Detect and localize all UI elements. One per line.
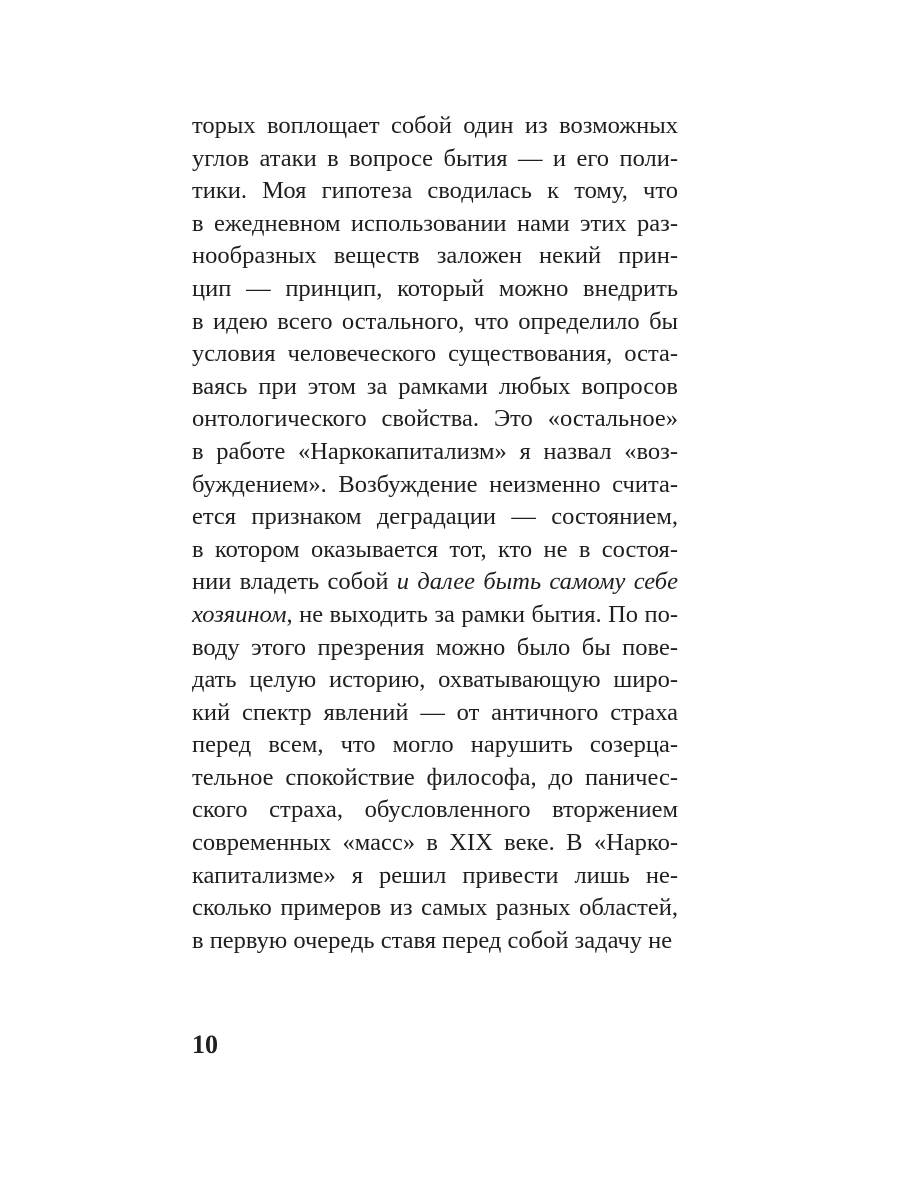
text-line: в ежедневном использовании нами этих раз-	[192, 209, 678, 237]
text-line: углов атаки в вопросе бытия — и его поли-	[192, 144, 678, 172]
text-line: перед всем, что могло нарушить созерца-	[192, 731, 678, 759]
text-line: сколько примеров из самых разных областей,	[192, 894, 678, 922]
text-line: кий спектр явлений — от античного страха	[192, 698, 678, 726]
text-line: онтологического свойства. Это «остальное»	[192, 405, 678, 433]
text-line: ется признаком деградации — состоянием,	[192, 503, 678, 531]
italic-word: хозяином	[192, 600, 287, 628]
text-line: дать целую историю, охватывающую широ-	[192, 666, 678, 694]
text-line: буждением». Возбуждение неизменно счита-	[192, 470, 678, 498]
text-line: в первую очередь ставя перед собой задачу не	[192, 926, 673, 954]
text-line: тики. Моя гипотеза сводилась к тому, что	[192, 177, 678, 205]
text-line: современных «масс» в XIX веке. В «Нарко-	[192, 829, 678, 857]
italic-phrase: и далее быть самому себе	[396, 568, 678, 596]
text-line	[192, 599, 678, 632]
body-text	[192, 110, 678, 957]
text-line: воду этого презрения можно было бы пове-	[192, 633, 678, 661]
text-line: в котором оказывается тот, кто не в состоя-	[192, 535, 678, 563]
text-line: цип — принцип, который можно внедрить	[192, 274, 678, 302]
text-line: в работе «Наркокапитализм» я назвал «воз-	[192, 437, 678, 465]
text-line: капитализме» я решил привести лишь не-	[192, 861, 678, 889]
page-number: 10	[192, 1030, 218, 1059]
text-line	[192, 566, 678, 599]
text-line: ваясь при этом за рамками любых вопросов	[192, 372, 678, 400]
text-line: условия человеческого существования, оста-	[192, 340, 678, 368]
text-line-roman: нии владеть собой	[192, 568, 397, 596]
text-line-roman: , не выходить за рамки бытия. По по-	[286, 600, 678, 628]
text-line: в идею всего остального, что определило бы	[192, 307, 678, 335]
text-line: торых воплощает собой один из возможных	[192, 112, 678, 139]
text-line: ского страха, обусловленного вторжением	[192, 796, 678, 824]
text-line: тельное спокойствие философа, до паничес-	[192, 763, 678, 791]
text-line: нообразных веществ заложен некий прин-	[192, 242, 678, 270]
